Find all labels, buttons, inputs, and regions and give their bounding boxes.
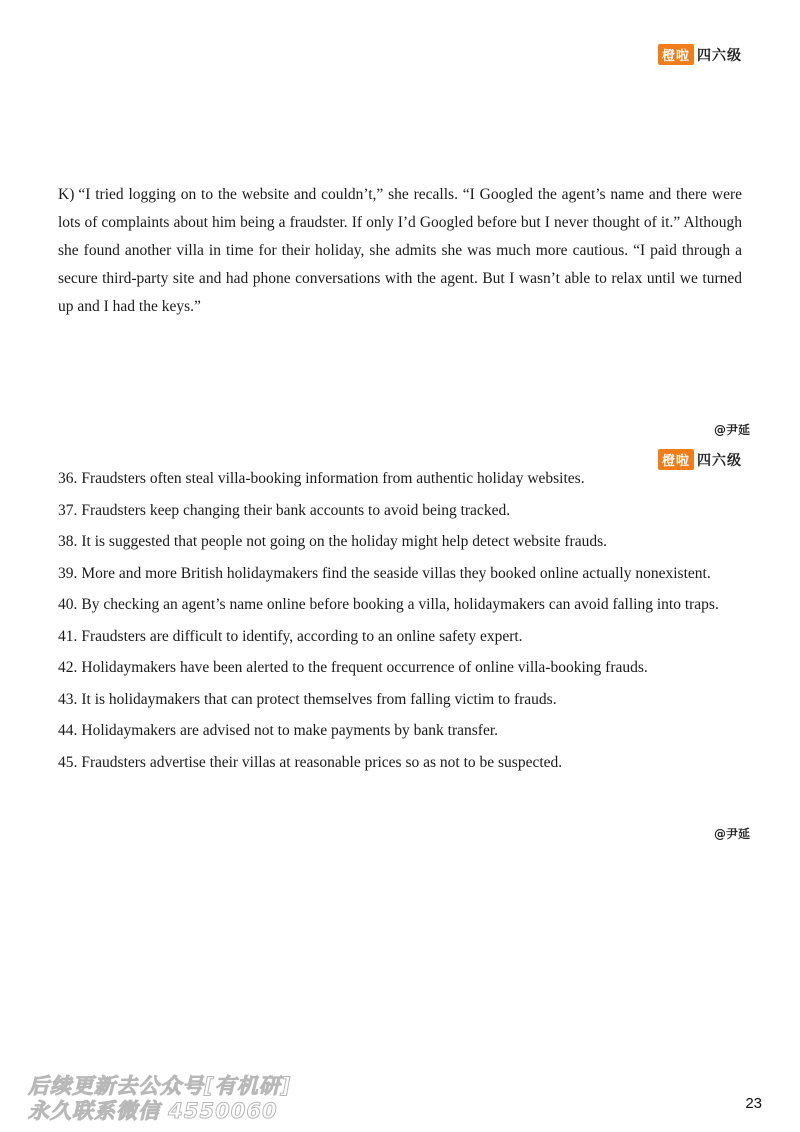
question-item xyxy=(58,652,742,684)
question-text: It is holidaymakers that can protect themselves from falling victim to frauds. xyxy=(81,690,557,708)
question-item xyxy=(58,495,742,527)
question-item xyxy=(58,684,742,716)
author-signature: @尹延 xyxy=(713,827,750,841)
question-list xyxy=(58,463,742,778)
brand-level: 四六级 xyxy=(697,47,742,64)
question-number: 45. xyxy=(58,753,78,771)
author-signature: @尹延 xyxy=(713,423,750,437)
brand-level: 四六级 xyxy=(697,452,742,469)
question-number: 43. xyxy=(58,690,78,708)
page-number: 23 xyxy=(745,1095,762,1112)
watermark xyxy=(28,1074,291,1124)
question-text: Fraudsters keep changing their bank accounts to avoid being tracked. xyxy=(81,501,511,519)
brand-header-top xyxy=(658,44,742,65)
question-number: 44. xyxy=(58,722,78,739)
question-item xyxy=(58,621,742,653)
brand-tag: 橙啦 xyxy=(658,449,694,470)
watermark-line-1: 后续更新去公众号[有机研] xyxy=(28,1074,292,1098)
passage-paragraph-k xyxy=(58,181,742,321)
question-number: 42. xyxy=(58,659,78,676)
question-number: 37. xyxy=(58,501,78,519)
question-item xyxy=(58,558,742,590)
question-text: Holidaymakers have been alerted to the frequent occurrence of online villa-booking frauds. xyxy=(81,659,648,676)
question-number: 36. xyxy=(58,470,78,487)
brand-tag: 橙啦 xyxy=(658,44,694,65)
question-text: More and more British holidaymakers find the seaside villas they booked online actually nonexistent. xyxy=(81,564,711,582)
question-item xyxy=(58,526,742,558)
question-text: It is suggested that people not going on the holiday might help detect website frauds. xyxy=(81,533,607,550)
question-item xyxy=(58,589,742,621)
question-number: 39. xyxy=(58,564,78,582)
question-number: 40. xyxy=(58,596,78,613)
question-number: 41. xyxy=(58,627,78,645)
watermark-line-2: 永久联系微信 4550060 xyxy=(28,1099,278,1123)
question-text: Fraudsters are difficult to identify, according to an online safety expert. xyxy=(81,627,523,645)
question-text: By checking an agent’s name online before booking a villa, holidaymakers can avoid falling into traps. xyxy=(81,596,719,613)
question-number: 38. xyxy=(58,533,78,550)
question-item xyxy=(58,747,742,779)
question-text: Fraudsters often steal villa-booking information from authentic holiday websites. xyxy=(81,470,585,487)
question-item xyxy=(58,463,742,495)
paragraph-text: “I tried logging on to the website and couldn’t,” she recalls. “I Googled the agent’s name and there were lots of complaints about him being a fraudster. If only I’d Googled before but I never thought of it.” Although she found another villa in time for their holiday, she admits she was much more cautious. “I paid through a secure third-party site and had phone conversations with the agent. But I wasn’t able to relax until we turned up and I had the keys.” xyxy=(58,186,742,315)
paragraph-label: K) xyxy=(58,186,75,203)
question-text: Fraudsters advertise their villas at reasonable prices so as not to be suspected. xyxy=(81,753,563,771)
question-item xyxy=(58,715,742,747)
question-text: Holidaymakers are advised not to make payments by bank transfer. xyxy=(81,722,499,739)
